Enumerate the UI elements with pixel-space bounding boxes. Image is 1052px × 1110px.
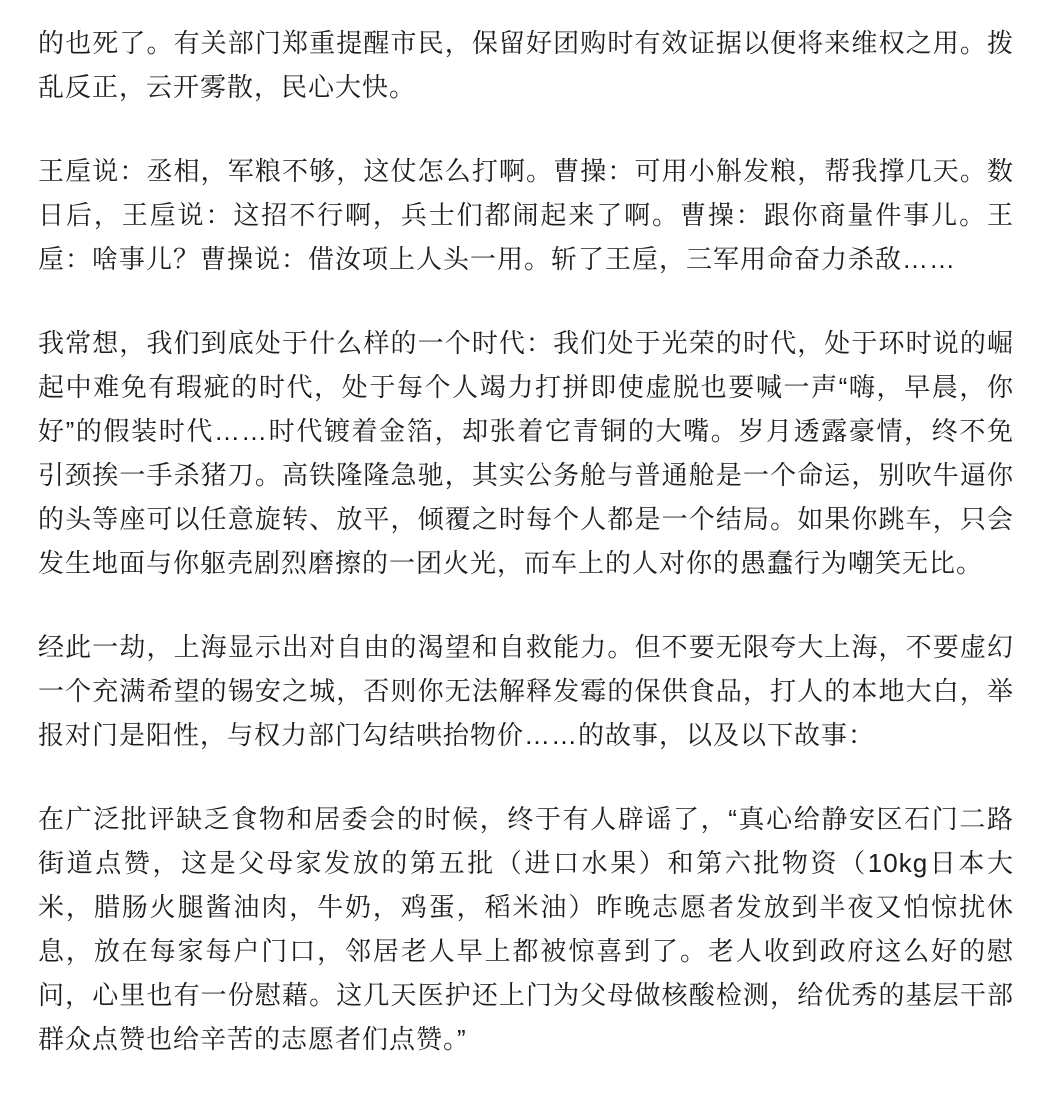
paragraph-group-buy-reminder: 的也死了。有关部门郑重提醒市民，保留好团购时有效证据以便将来维权之用。拨乱反正，云开雾散，民心大快。 [38, 28, 1014, 102]
paragraph-shanghai-commentary: 经此一劫，上海显示出对自由的渴望和自救能力。但不要无限夸大上海，不要虚幻一个充满希望的锡安之城，否则你无法解释发霉的保供食品，打人的本地大白，举报对门是阳性，与权力部门勾结哄抬物价……的故事，以及以下故事： [38, 632, 1014, 750]
paragraph-era-reflection: 我常想，我们到底处于什么样的一个时代：我们处于光荣的时代，处于环时说的崛起中难免有瑕疵的时代，处于每个人竭力打拼即使虚脱也要喊一声“嗨，早晨，你好”的假装时代……时代镀着金箔，却张着它青铜的大嘴。岁月透露豪情，终不免引颈挨一手杀猪刀。高铁隆隆急驰，其实公务舱与普通舱是一个命运，别吹牛逼你的头等座可以任意旋转、放平，倾覆之时每个人都是一个结局。如果你跳车，只会发生地面与你躯壳剧烈磨擦的一团火光，而车上的人对你的愚蠢行为嘲笑无比。 [38, 328, 1014, 578]
paragraph-jingan-supplies-quote: 在广泛批评缺乏食物和居委会的时候，终于有人辟谣了，“真心给静安区石门二路街道点赞，这是父母家发放的第五批（进口水果）和第六批物资（10kg日本大米，腊肠火腿酱油肉，牛奶，鸡蛋，稻米油）昨晚志愿者发放到半夜又怕惊扰休息，放在每家每户门口，邻居老人早上都被惊喜到了。老人收到政府这么好的慰问，心里也有一份慰藉。这几天医护还上门为父母做核酸检测，给优秀的基层干部群众点赞也给辛苦的志愿者们点赞。” [38, 804, 1014, 1054]
paragraph-wang-hou-story: 王垕说：丞相，军粮不够，这仗怎么打啊。曹操：可用小斛发粮，帮我撑几天。数日后，王垕说：这招不行啊，兵士们都闹起来了啊。曹操：跟你商量件事儿。王垕：啥事儿？曹操说：借汝项上人头一用。斩了王垕，三军用命奋力杀敌…… [38, 156, 1014, 274]
